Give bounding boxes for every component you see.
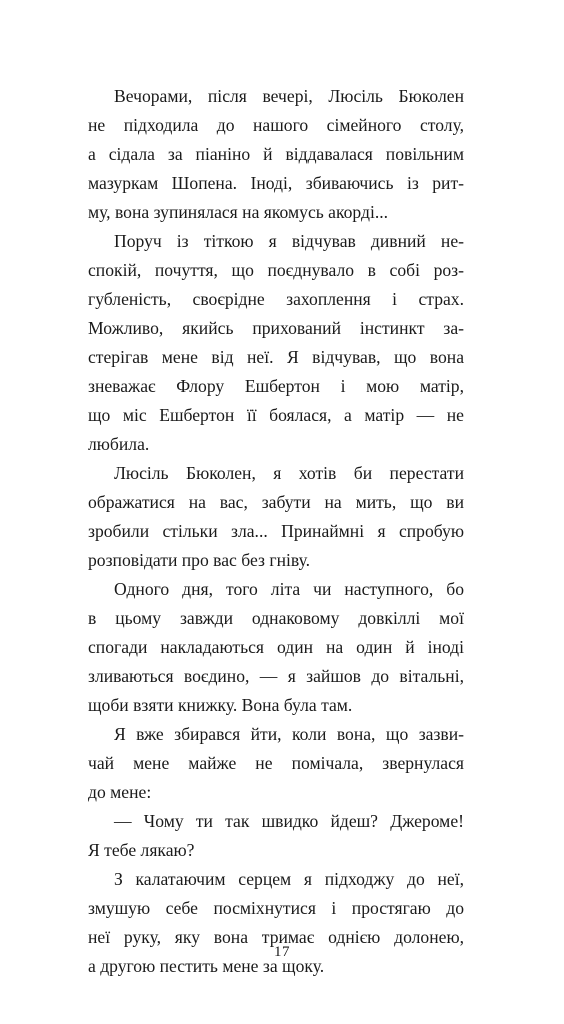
text-line: зневажає Флору Ешбертон і мою матір,	[88, 376, 464, 396]
text-line: а сідала за піаніно й віддавалася повільним	[88, 144, 464, 164]
text-line: не підходила до нашого сімейного столу,	[88, 115, 464, 135]
text-line: Одного дня, того літа чи наступного, бо	[114, 579, 464, 599]
page-text	[88, 82, 464, 981]
text-line: зробили стільки зла... Принаймні я спробую	[88, 521, 464, 541]
text-line: щоби взяти книжку. Вона була там.	[88, 695, 353, 715]
text-line: Люсіль Бюколен, я хотів би перестати	[114, 463, 464, 483]
text-line: розповідати про вас без гніву.	[88, 550, 311, 570]
text-line: З калатаючим серцем я підходжу до неї,	[114, 869, 464, 889]
text-line: стерігав мене від неї. Я відчував, що вона	[88, 347, 464, 367]
text-line: Вечорами, після вечері, Люсіль Бюколен	[114, 86, 464, 106]
text-line: неї руку, яку вона тримає однією долонею,	[88, 927, 464, 947]
text-line: до мене:	[88, 782, 152, 802]
paragraph-1	[88, 82, 464, 227]
text-line: Я тебе лякаю?	[88, 840, 195, 860]
paragraph-2	[88, 227, 464, 459]
text-line: ображатися на вас, забути на мить, що ви	[88, 492, 464, 512]
page-number: 17	[274, 944, 290, 960]
text-line: — Чому ти так швидко йдеш? Джероме!	[114, 811, 464, 831]
text-line: Поруч із тіткою я відчував дивний не-	[114, 231, 464, 251]
paragraph-4	[88, 575, 464, 720]
text-line: змушую себе посміхнутися і простягаю до	[88, 898, 464, 918]
text-line: губленість, своєрідне захоплення і страх.	[88, 289, 464, 309]
text-line: що міс Ешбертон її боялася, а матір — не	[88, 405, 464, 425]
text-line: в цьому завжди однаковому довкіллі мої	[88, 608, 464, 628]
text-line: Можливо, якийсь прихований інстинкт за-	[88, 318, 464, 338]
paragraph-3	[88, 459, 464, 575]
text-line: любила.	[88, 434, 150, 454]
paragraph-7	[88, 865, 464, 981]
text-line: а другою пестить мене за щоку.	[88, 956, 325, 976]
text-line: зливаються воєдино, — я зайшов до вітальні,	[88, 666, 464, 686]
paragraph-dialog	[88, 807, 464, 865]
text-line: спогади накладаються один на один й іноді	[88, 637, 464, 657]
text-line: чай мене майже не помічала, звернулася	[88, 753, 464, 773]
text-line: Я вже збирався йти, коли вона, що зазви-	[114, 724, 464, 744]
paragraph-5	[88, 720, 464, 807]
text-line: спокій, почуття, що поєднувало в собі роз-	[88, 260, 464, 280]
text-line: мазуркам Шопена. Іноді, збиваючись із рит-	[88, 173, 464, 193]
text-line: му, вона зупинялася на якомусь акорді...	[88, 202, 389, 222]
